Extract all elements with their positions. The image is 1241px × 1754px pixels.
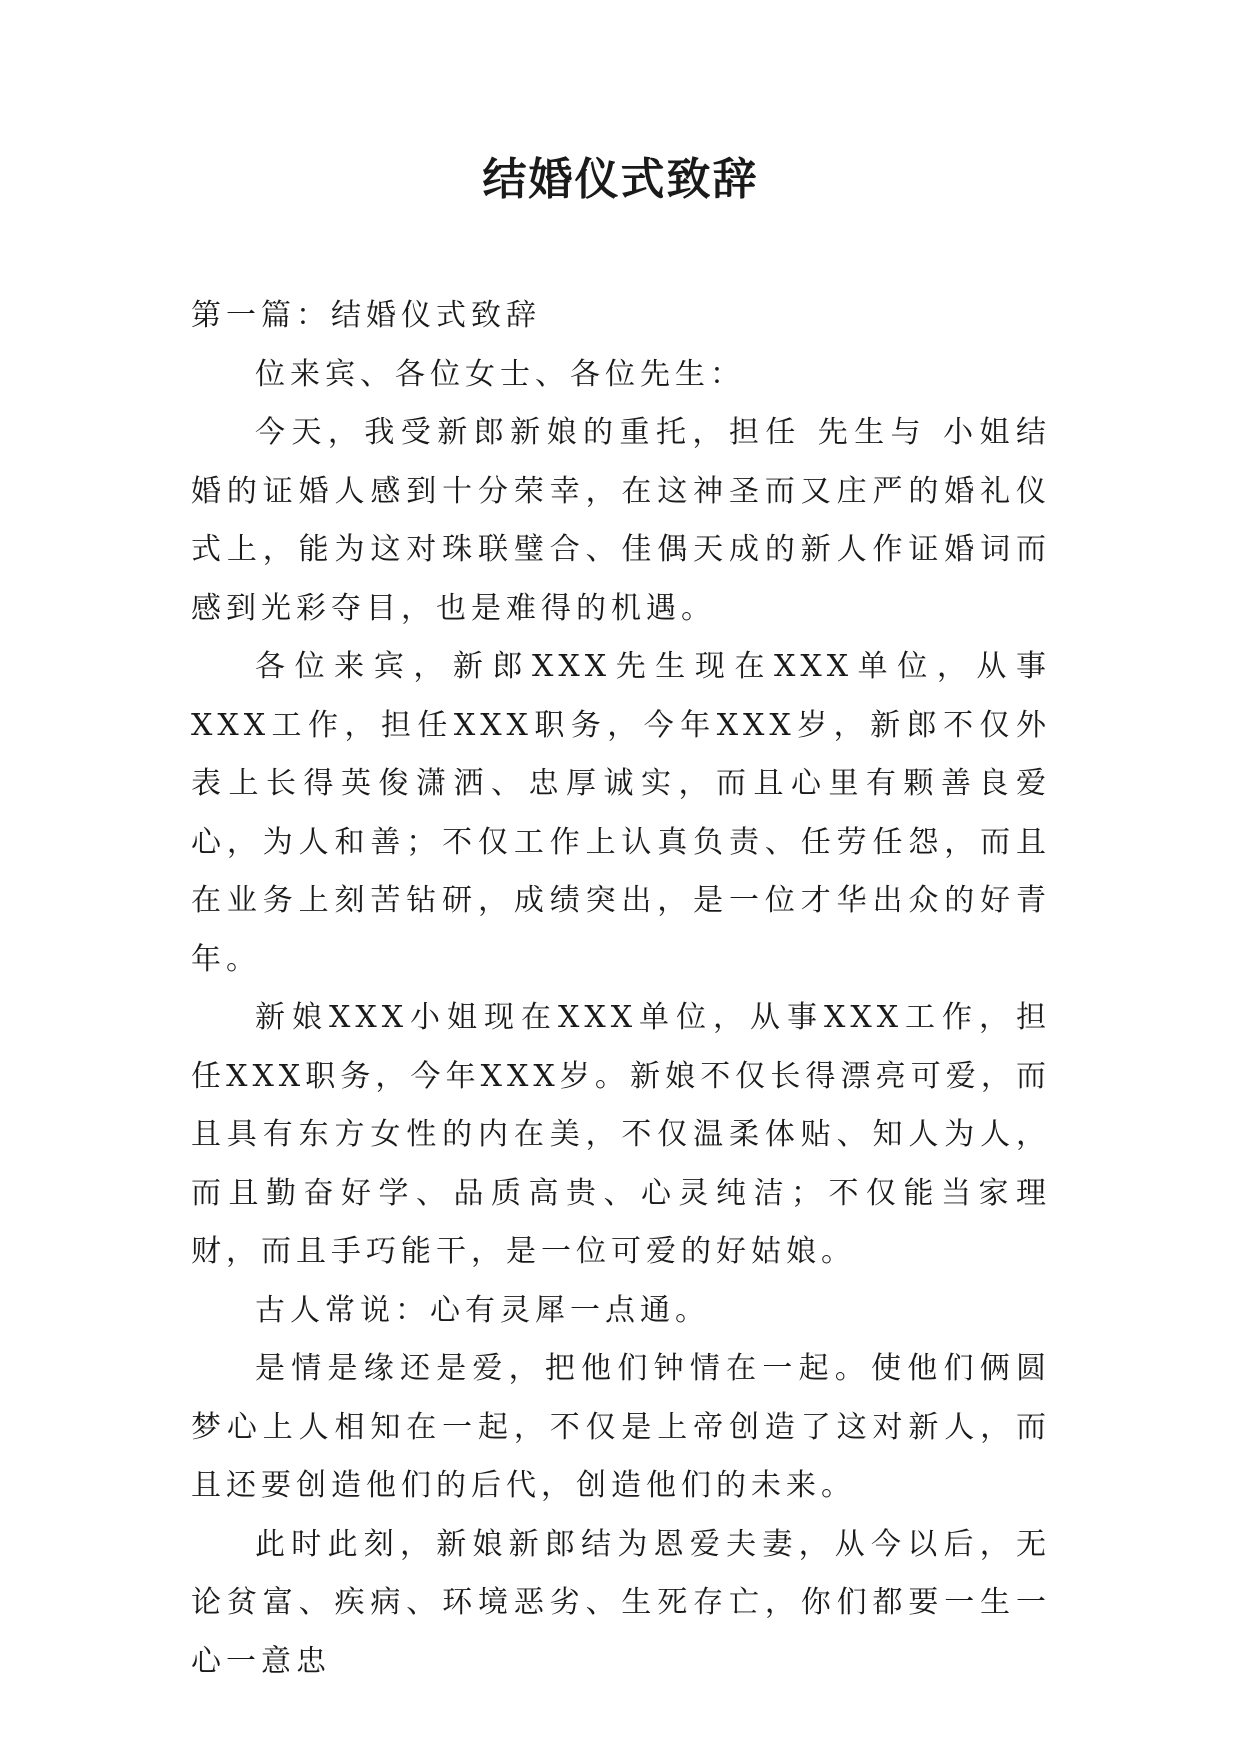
paragraph: 今天，我受新郎新娘的重托，担任 先生与 小姐结婚的证婚人感到十分荣幸，在这神圣而又庄严的婚礼仪式上，能为这对珠联璧合、佳偶天成的新人作证婚词而感到光彩夺目，也是难得的机遇。 [191,415,1051,626]
paragraph: 各位来宾，新郎XXX先生现在XXX单位，从事XXX工作，担任XXX职务，今年XXX岁，新郎不仅外表上长得英俊潇洒、忠厚诚实，而且心里有颗善良爱心，为人和善；不仅工作上认真负责、任劳任怨，而且在业务上刻苦钻研，成绩突出，是一位才华出众的好青年。 [191,649,1051,977]
document-title: 结婚仪式致辞 [482,154,759,205]
paragraph: 此时此刻，新娘新郎结为恩爱夫妻，从今以后，无论贫富、疾病、环境恶劣、生死存亡，你们都要一生一心一意忠 [191,1526,1051,1679]
paragraph: 是情是缘还是爱，把他们钟情在一起。使他们俩圆梦心上人相知在一起，不仅是上帝创造了这对新人，而且还要创造他们的后代，创造他们的未来。 [191,1351,1051,1503]
document-body [191,287,1051,1691]
paragraph: 古人常说：心有灵犀一点通。 [255,1292,710,1328]
paragraph: 新娘XXX小姐现在XXX单位，从事XXX工作，担任XXX职务，今年XXX岁。新娘不仅长得漂亮可爱，而且具有东方女性的内在美，不仅温柔体贴、知人为人，而且勤奋好学、品质高贵、心灵纯洁；不仅能当家理财，而且手巧能干，是一位可爱的好姑娘。 [191,1000,1051,1269]
paragraph-salutation: 位来宾、各位女士、各位先生： [255,356,745,392]
section-heading: 第一篇：结婚仪式致辞 [191,298,541,333]
